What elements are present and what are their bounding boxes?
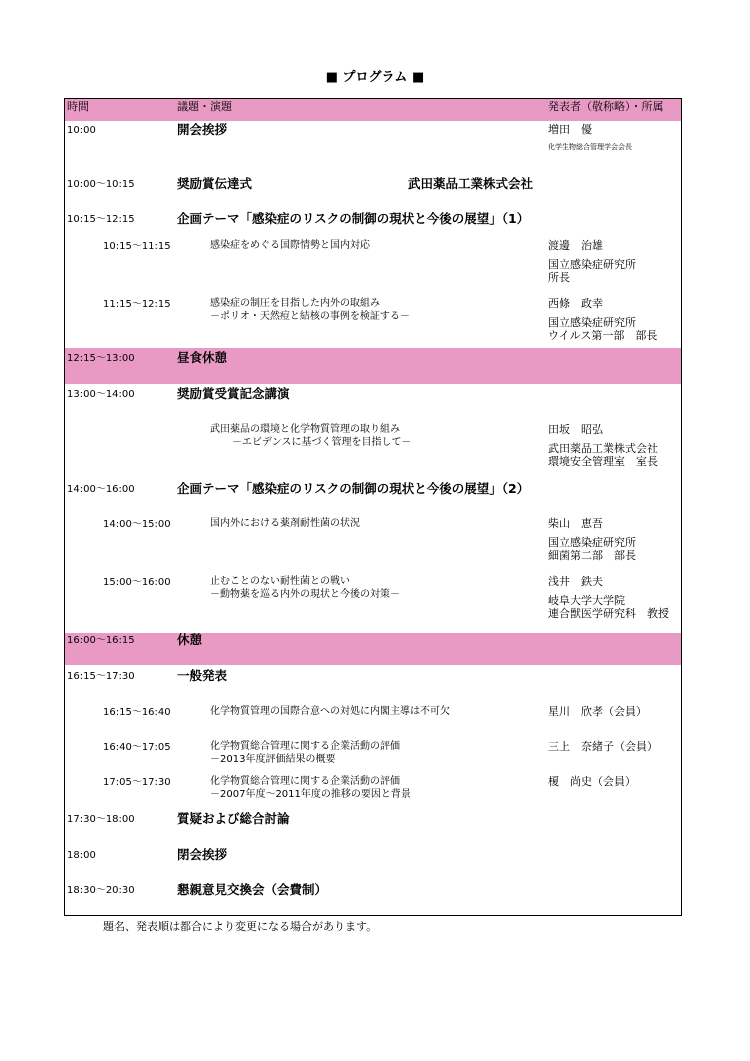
presenter-name: 榎 尚史（会員） [548,775,636,788]
footnote: 題名、発表順は都合により変更になる場合があります。 [103,920,378,933]
session-title: 開会挨拶 [177,122,228,137]
talk-subtitle: －エビデンスに基づく管理を目指して－ [232,437,412,448]
presenter-name: 三上 奈緒子（会員） [548,740,658,753]
presenter-affiliation: 国立感染症研究所 [548,536,636,549]
presenter-affiliation: 国立感染症研究所 [548,258,636,271]
presenter-affiliation: 武田薬品工業株式会社 [548,442,658,455]
session-title: 閉会挨拶 [177,847,228,862]
presenter-name: 渡邊 治雄 [548,239,603,252]
talk-title: 武田薬品の環境と化学物質管理の取り組み [210,424,400,435]
presenter-name: 星川 欣孝（会員） [548,705,647,718]
time-cell: 17:30〜18:00 [67,814,135,825]
time-cell: 14:00〜16:00 [67,484,135,495]
talk-subtitle: －動物薬を巡る内外の現状と今後の対策－ [210,589,400,600]
talk-title: 化学物質総合管理に関する企業活動の評価 [210,741,400,752]
award-company: 武田薬品工業株式会社 [408,176,534,191]
time-cell: 11:15〜12:15 [103,299,171,310]
presenter-position: 連合獣医学研究科 教授 [548,607,669,620]
page-title: ■ プログラム ■ [325,70,425,85]
time-cell: 13:00〜14:00 [67,389,135,400]
talk-subtitle: －2007年度〜2011年度の推移の要因と背景 [210,789,411,800]
time-cell: 15:00〜16:00 [103,577,171,588]
time-cell: 18:00 [67,850,96,861]
talk-title: 化学物質総合管理に関する企業活動の評価 [210,776,400,787]
presenter-affiliation: 国立感染症研究所 [548,316,636,329]
time-cell: 16:40〜17:05 [103,742,171,753]
time-cell: 12:15〜13:00 [67,353,135,364]
talk-title: 化学物質管理の国際合意への対処に内閣主導は不可欠 [210,706,450,717]
presenter-position: 所長 [548,271,570,284]
presenter-affiliation: 岐阜大学大学院 [548,594,625,607]
presenter-position: 環境安全管理室 室長 [548,455,658,468]
time-cell: 16:15〜17:30 [67,671,135,682]
header-time: 時間 [67,100,89,113]
talk-subtitle: －2013年度評価結果の概要 [210,754,336,765]
talk-title: 止むことのない耐性菌との戦い [210,576,350,587]
time-cell: 10:00 [67,125,96,136]
time-cell: 10:15〜11:15 [103,241,171,252]
header-presenter: 発表者（敬称略）・所属 [548,100,664,113]
talk-title: 感染症をめぐる国際情勢と国内対応 [210,240,370,251]
presenter-affiliation: 化学生物総合管理学会会長 [548,143,632,151]
time-cell: 17:05〜17:30 [103,777,171,788]
session-title: 一般発表 [177,668,228,683]
presenter-position: 細菌第二部 部長 [548,549,636,562]
session-title: 懇親意見交換会（会費制） [177,882,328,897]
time-cell: 10:00〜10:15 [67,179,135,190]
time-cell: 16:15〜16:40 [103,707,171,718]
presenter-name: 増田 優 [548,123,592,136]
presenter-name: 浅井 鉄夫 [548,575,603,588]
time-cell: 18:30〜20:30 [67,885,135,896]
session-title: 奨励賞受賞記念講演 [177,386,290,401]
session-title: 昼食休憩 [177,350,228,365]
time-cell: 10:15〜12:15 [67,214,135,225]
session-title: 企画テーマ「感染症のリスクの制御の現状と今後の展望」（1） [177,211,530,226]
talk-title: 国内外における薬剤耐性菌の状況 [210,518,360,529]
presenter-name: 田坂 昭弘 [548,423,603,436]
session-title: 奨励賞伝達式 [177,176,253,191]
presenter-name: 西條 政幸 [548,297,603,310]
time-cell: 14:00〜15:00 [103,519,171,530]
session-title: 企画テーマ「感染症のリスクの制御の現状と今後の展望」（2） [177,481,530,496]
talk-subtitle: －ポリオ・天然痘と結核の事例を検証する－ [210,311,410,322]
talk-title: 感染症の制圧を目指した内外の取組み [210,298,380,309]
session-title: 休憩 [177,632,203,647]
time-cell: 16:00〜16:15 [67,635,135,646]
presenter-position: ウイルス第一部 部長 [548,329,658,342]
presenter-name: 柴山 恵吾 [548,517,603,530]
header-topic: 議題・演題 [177,100,232,113]
session-title: 質疑および総合討論 [177,811,290,826]
